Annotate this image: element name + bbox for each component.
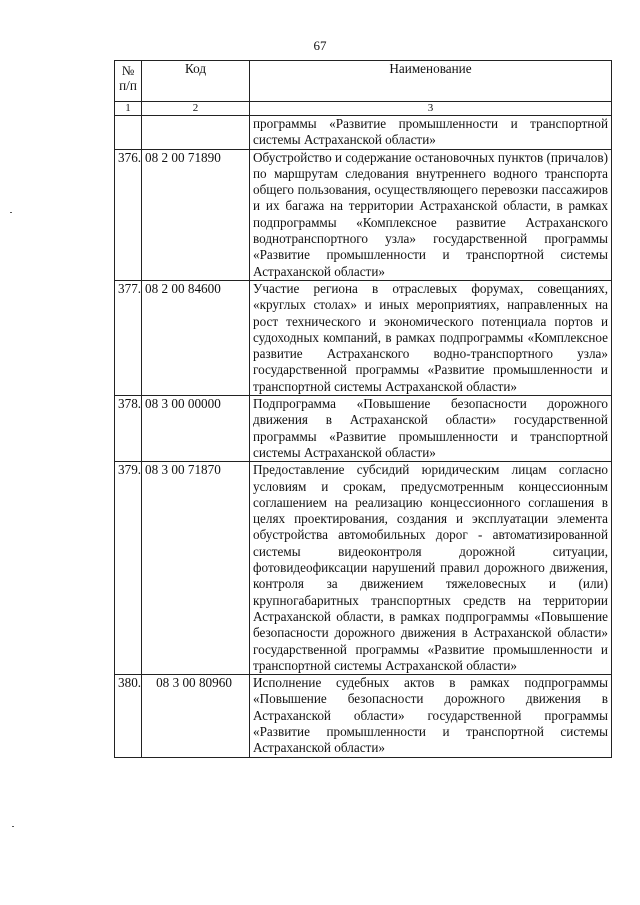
row-code: 08 3 00 00000 (142, 396, 250, 462)
table-row (115, 675, 612, 757)
table-row (115, 280, 612, 395)
table-row (115, 149, 612, 280)
row-number: 376. (115, 149, 142, 280)
row-number: 380. (115, 675, 142, 757)
scan-speck (10, 212, 12, 213)
row-number (115, 116, 142, 150)
row-code: 08 3 00 80960 (142, 675, 250, 757)
continuation-row (115, 116, 612, 150)
row-number: 377. (115, 280, 142, 395)
row-name: программы «Развитие промышленности и транспортной системы Астраханской области» (250, 116, 612, 150)
table-row (115, 462, 612, 675)
row-name: Исполнение судебных актов в рамках подпрограммы «Повышение безопасности дорожного движения в Астраханской области» государственной программы «Развитие промышленности и транспортной системы Астраханской области» (250, 675, 612, 757)
column-number: 3 (250, 102, 612, 116)
table-row (115, 396, 612, 462)
budget-classification-table (114, 60, 612, 758)
row-name: Предоставление субсидий юридическим лицам согласно условиям и срокам, предусмотренным концессионным соглашением на реализацию концессионного соглашения в целях проектирования, создания и эксплуатации элемента обустройства автомобильных дорог - автоматизированной системы видеоконтроля дорожной ситуации, фотовидеофиксации нарушений правил дорожного движения, контроля за движением тяжеловесных и (или) крупногабаритных транспортных средств на территории Астраханской области, в рамках подпрограммы «Повышение безопасности дорожного движения в Астраханской области» государственной программы «Развитие промышленности и транспортной системы Астраханской области» (250, 462, 612, 675)
row-name: Участие региона в отраслевых форумах, совещаниях, «круглых столах» и иных мероприятиях, направленных на рост технического и экономического потенциала портов и судоходных компаний, в рамках подпрограммы «Комплексное развитие Астраханского водно-транспортного узла» государственной программы «Развитие промышленности и транспортной системы Астраханской области» (250, 280, 612, 395)
row-code: 08 2 00 71890 (142, 149, 250, 280)
row-name: Подпрограмма «Повышение безопасности дорожного движения в Астраханской области» государственной программы «Развитие промышленности и транспортной системы Астраханской области» (250, 396, 612, 462)
column-number: 2 (142, 102, 250, 116)
header-name: Наименование (250, 61, 612, 102)
page-number: 67 (313, 38, 327, 53)
row-code (142, 116, 250, 150)
header-code: Код (142, 61, 250, 102)
row-number: 379. (115, 462, 142, 675)
row-code: 08 2 00 84600 (142, 280, 250, 395)
row-number: 378. (115, 396, 142, 462)
table-header-row (115, 61, 612, 102)
row-name: Обустройство и содержание остановочных пунктов (причалов) по маршрутам следования внутреннего водного транспорта общего пользования, осуществляющего перевозки пассажиров и их багажа на территории Астраханской области, в рамках подпрограммы «Комплексное развитие Астраханского воднотранспортного узла» государственной программы «Развитие промышленности и транспортной системы Астраханской области» (250, 149, 612, 280)
scan-speck (12, 826, 14, 827)
header-num: № п/п (115, 61, 142, 102)
column-number-row (115, 102, 612, 116)
column-number: 1 (115, 102, 142, 116)
row-code: 08 3 00 71870 (142, 462, 250, 675)
